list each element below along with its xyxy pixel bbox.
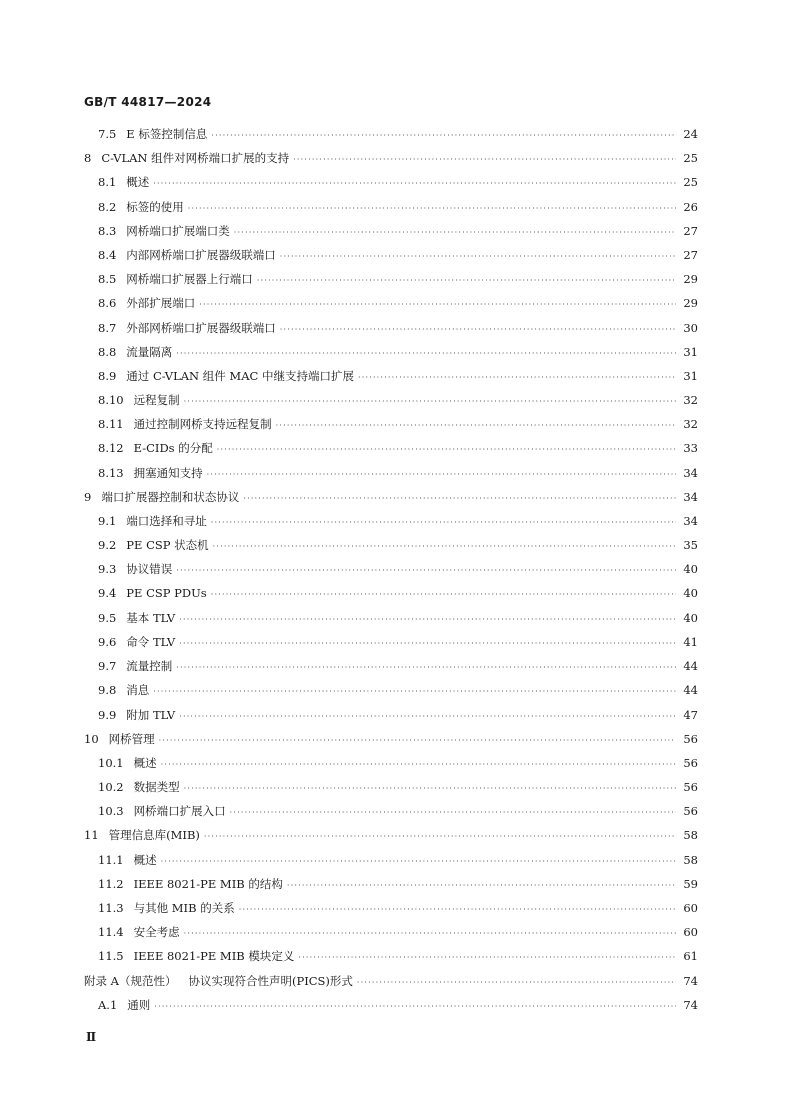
toc-entry-number: A.1 — [98, 997, 118, 1012]
toc-entry[interactable] — [84, 900, 698, 924]
toc-entry[interactable] — [84, 586, 698, 610]
toc-entry-page: 34 — [683, 465, 698, 480]
toc-entry-page: 44 — [683, 683, 698, 698]
toc-entry-page: 40 — [683, 610, 698, 625]
toc-entry-page: 60 — [683, 901, 698, 915]
toc-entry[interactable] — [84, 126, 698, 150]
toc-leader-dots — [184, 784, 676, 793]
toc-entry[interactable] — [84, 513, 698, 537]
toc-leader-dots — [176, 663, 676, 672]
toc-entry-title: IEEE 8021-PE MIB 模块定义 — [133, 949, 295, 964]
toc-entry[interactable] — [84, 827, 698, 851]
toc-entry-number: 11 — [84, 828, 99, 843]
toc-entry[interactable] — [84, 150, 698, 174]
toc-entry[interactable] — [84, 876, 698, 900]
toc-entry-number: 8.9 — [98, 368, 117, 383]
toc-entry-page: 25 — [683, 151, 698, 166]
toc-entry-title: 流量隔离 — [126, 344, 173, 359]
toc-entry[interactable] — [84, 271, 698, 295]
toc-entry-title: 通过控制网桥支持远程复制 — [133, 417, 272, 432]
toc-entry-title: 标签的使用 — [126, 199, 184, 214]
toc-entry-page: 30 — [683, 320, 698, 335]
toc-entry-page: 34 — [683, 514, 698, 528]
toc-entry-title: PE CSP 状态机 — [126, 538, 209, 553]
toc-entry-title: 附加 TLV — [126, 707, 176, 722]
toc-leader-dots — [280, 252, 676, 261]
toc-entry[interactable] — [84, 755, 698, 779]
toc-leader-dots — [257, 276, 676, 285]
table-of-contents — [84, 126, 698, 1021]
toc-entry-number: 11.2 — [98, 876, 124, 891]
toc-entry[interactable] — [84, 489, 698, 513]
toc-entry-number: 9.2 — [98, 538, 117, 553]
toc-entry-page: 33 — [683, 441, 698, 456]
document-code: GB/T 44817—2024 — [84, 95, 212, 109]
toc-entry-title: 端口扩展器控制和状态协议 — [101, 489, 240, 504]
toc-entry-number: 9.9 — [98, 707, 117, 722]
toc-entry-number: 8.2 — [98, 199, 117, 214]
toc-entry-title: 流量控制 — [126, 659, 173, 674]
toc-entry[interactable] — [84, 634, 698, 658]
toc-entry-title: 网桥端口扩展端口类 — [126, 223, 230, 238]
toc-leader-dots — [161, 760, 676, 769]
toc-entry-page: 29 — [683, 296, 698, 311]
toc-entry-number: 9.4 — [98, 585, 117, 600]
toc-entry-number: 9.1 — [98, 514, 117, 528]
toc-leader-dots — [211, 131, 676, 140]
toc-entry-number: 11.5 — [98, 949, 124, 964]
toc-entry[interactable] — [84, 392, 698, 416]
toc-leader-dots — [211, 518, 676, 527]
toc-leader-dots — [243, 494, 676, 503]
toc-entry-number: 9.6 — [98, 634, 117, 649]
toc-entry-page: 56 — [683, 731, 698, 746]
toc-entry[interactable] — [84, 223, 698, 247]
toc-entry[interactable] — [84, 247, 698, 271]
toc-entry-title: C-VLAN 组件对网桥端口扩展的支持 — [101, 151, 290, 166]
toc-leader-dots — [159, 736, 676, 745]
toc-entry[interactable] — [84, 537, 698, 561]
toc-entry[interactable] — [84, 320, 698, 344]
toc-entry[interactable] — [84, 174, 698, 198]
toc-entry-title: 与其他 MIB 的关系 — [133, 901, 235, 915]
toc-leader-dots — [280, 325, 676, 334]
toc-entry-title: E 标签控制信息 — [126, 127, 208, 141]
toc-entry-number: 8.3 — [98, 223, 117, 238]
toc-entry-page: 27 — [683, 223, 698, 238]
toc-entry-page: 41 — [683, 634, 698, 649]
toc-entry-title: PE CSP PDUs — [126, 585, 207, 600]
toc-leader-dots — [239, 905, 676, 914]
toc-entry-number: 10.1 — [98, 755, 124, 770]
toc-leader-dots — [153, 179, 676, 188]
toc-entry-number: 8.1 — [98, 175, 117, 190]
toc-entry[interactable] — [84, 803, 698, 827]
toc-entry[interactable] — [84, 924, 698, 948]
toc-entry-page: 35 — [683, 538, 698, 553]
toc-entry[interactable] — [84, 997, 698, 1021]
toc-leader-dots — [176, 566, 676, 575]
toc-entry-title: IEEE 8021-PE MIB 的结构 — [133, 876, 283, 891]
toc-entry-page: 26 — [683, 199, 698, 214]
toc-entry[interactable] — [84, 973, 698, 997]
toc-entry-number: 9 — [84, 489, 92, 504]
toc-entry[interactable] — [84, 295, 698, 319]
toc-leader-dots — [176, 349, 676, 358]
toc-entry-title: 远程复制 — [133, 393, 180, 408]
toc-entry[interactable] — [84, 610, 698, 634]
toc-entry-page: 47 — [683, 707, 698, 722]
toc-entry[interactable] — [84, 731, 698, 755]
toc-entry-page: 31 — [683, 368, 698, 383]
toc-entry-page: 24 — [683, 127, 698, 141]
toc-entry-title: 概述 — [133, 755, 157, 770]
toc-entry-page: 74 — [683, 973, 698, 988]
toc-entry-page: 40 — [683, 585, 698, 600]
toc-leader-dots — [179, 712, 676, 721]
toc-entry-number: 9.3 — [98, 562, 117, 577]
toc-leader-dots — [276, 421, 676, 430]
toc-entry[interactable] — [84, 465, 698, 489]
toc-entry-page: 58 — [683, 828, 698, 843]
toc-entry-number: 附录 A（规范性） — [84, 973, 177, 988]
toc-leader-dots — [298, 953, 676, 962]
toc-entry-page: 59 — [683, 876, 698, 891]
toc-entry-number: 8.6 — [98, 296, 117, 311]
toc-entry-number: 10.3 — [98, 804, 124, 819]
toc-entry-number: 8.5 — [98, 272, 117, 287]
toc-entry-page: 25 — [683, 175, 698, 190]
toc-entry-page: 61 — [683, 949, 698, 964]
toc-leader-dots — [153, 687, 676, 696]
toc-entry-page: 29 — [683, 272, 698, 287]
toc-entry-page: 74 — [683, 997, 698, 1012]
toc-entry-number: 9.5 — [98, 610, 117, 625]
toc-entry-title: 外部网桥端口扩展器级联端口 — [126, 320, 276, 335]
toc-entry-title: 基本 TLV — [126, 610, 176, 625]
toc-entry-page: 32 — [683, 417, 698, 432]
toc-entry-title: 网桥管理 — [108, 731, 155, 746]
toc-leader-dots — [204, 832, 676, 841]
toc-leader-dots — [357, 978, 676, 987]
toc-entry-page: 27 — [683, 247, 698, 262]
toc-entry-number: 8 — [84, 151, 92, 166]
toc-entry-number: 8.12 — [98, 441, 124, 456]
toc-entry-title: 消息 — [126, 683, 150, 698]
toc-entry[interactable] — [84, 658, 698, 682]
toc-entry[interactable] — [84, 368, 698, 392]
toc-entry-title: 网桥端口扩展器上行端口 — [126, 272, 253, 287]
toc-entry-title: 内部网桥端口扩展器级联端口 — [126, 247, 276, 262]
toc-entry[interactable] — [84, 707, 698, 731]
toc-entry[interactable] — [84, 440, 698, 464]
toc-entry-title: 概述 — [133, 852, 157, 867]
toc-entry[interactable] — [84, 561, 698, 585]
toc-entry-title: 管理信息库(MIB) — [108, 828, 200, 843]
toc-entry[interactable] — [84, 948, 698, 972]
toc-entry-title: 通过 C-VLAN 组件 MAC 中继支持端口扩展 — [126, 368, 354, 383]
toc-entry-number: 8.13 — [98, 465, 124, 480]
toc-entry-number: 8.4 — [98, 247, 117, 262]
toc-entry-page: 56 — [683, 804, 698, 819]
toc-leader-dots — [179, 639, 676, 648]
toc-leader-dots — [217, 445, 676, 454]
toc-leader-dots — [287, 881, 676, 890]
toc-entry-number: 8.10 — [98, 393, 124, 408]
toc-leader-dots — [207, 470, 676, 479]
toc-entry-number: 11.3 — [98, 901, 124, 915]
toc-entry-number: 8.11 — [98, 417, 124, 432]
toc-leader-dots — [161, 857, 676, 866]
toc-entry-page: 56 — [683, 780, 698, 795]
toc-leader-dots — [234, 228, 676, 237]
toc-leader-dots — [293, 155, 676, 164]
toc-entry-number: 7.5 — [98, 127, 117, 141]
toc-entry-title: 协议错误 — [126, 562, 173, 577]
toc-entry-page: 34 — [683, 489, 698, 504]
toc-leader-dots — [358, 373, 676, 382]
toc-entry-number: 8.8 — [98, 344, 117, 359]
toc-entry-page: 31 — [683, 344, 698, 359]
toc-entry[interactable] — [84, 852, 698, 876]
toc-entry-number: 10 — [84, 731, 99, 746]
toc-entry-number: 11.4 — [98, 925, 124, 940]
toc-entry-title: 网桥端口扩展入口 — [133, 804, 226, 819]
toc-leader-dots — [211, 590, 676, 599]
toc-leader-dots — [230, 808, 676, 817]
toc-entry-page: 56 — [683, 755, 698, 770]
toc-entry-title: 概述 — [126, 175, 150, 190]
toc-entry-title: 命令 TLV — [126, 634, 176, 649]
toc-entry-title: 安全考虑 — [133, 925, 180, 940]
toc-leader-dots — [179, 615, 676, 624]
toc-entry[interactable] — [84, 682, 698, 706]
toc-entry[interactable] — [84, 199, 698, 223]
toc-leader-dots — [188, 204, 676, 213]
toc-entry-page: 58 — [683, 852, 698, 867]
toc-entry-page: 60 — [683, 925, 698, 940]
toc-entry-title: 通则 — [127, 997, 151, 1012]
page-number-roman: Ⅱ — [86, 1030, 97, 1044]
toc-entry-title: 外部扩展端口 — [126, 296, 196, 311]
toc-entry-title: 拥塞通知支持 — [133, 465, 203, 480]
toc-entry-number: 9.8 — [98, 683, 117, 698]
toc-entry-number: 11.1 — [98, 852, 124, 867]
toc-entry[interactable] — [84, 344, 698, 368]
toc-entry-title: 协议实现符合性声明(PICS)形式 — [188, 973, 353, 988]
toc-entry-page: 40 — [683, 562, 698, 577]
toc-entry-title: 数据类型 — [133, 780, 180, 795]
toc-entry-title: E-CIDs 的分配 — [133, 441, 213, 456]
toc-entry-title: 端口选择和寻址 — [126, 514, 207, 528]
toc-leader-dots — [184, 397, 676, 406]
toc-entry-number: 10.2 — [98, 780, 124, 795]
toc-leader-dots — [199, 300, 676, 309]
toc-entry[interactable] — [84, 416, 698, 440]
toc-entry-number: 9.7 — [98, 659, 117, 674]
toc-entry[interactable] — [84, 779, 698, 803]
toc-leader-dots — [184, 929, 676, 938]
toc-entry-page: 32 — [683, 393, 698, 408]
toc-entry-page: 44 — [683, 659, 698, 674]
toc-leader-dots — [213, 542, 676, 551]
toc-entry-number: 8.7 — [98, 320, 117, 335]
toc-leader-dots — [154, 1002, 676, 1011]
